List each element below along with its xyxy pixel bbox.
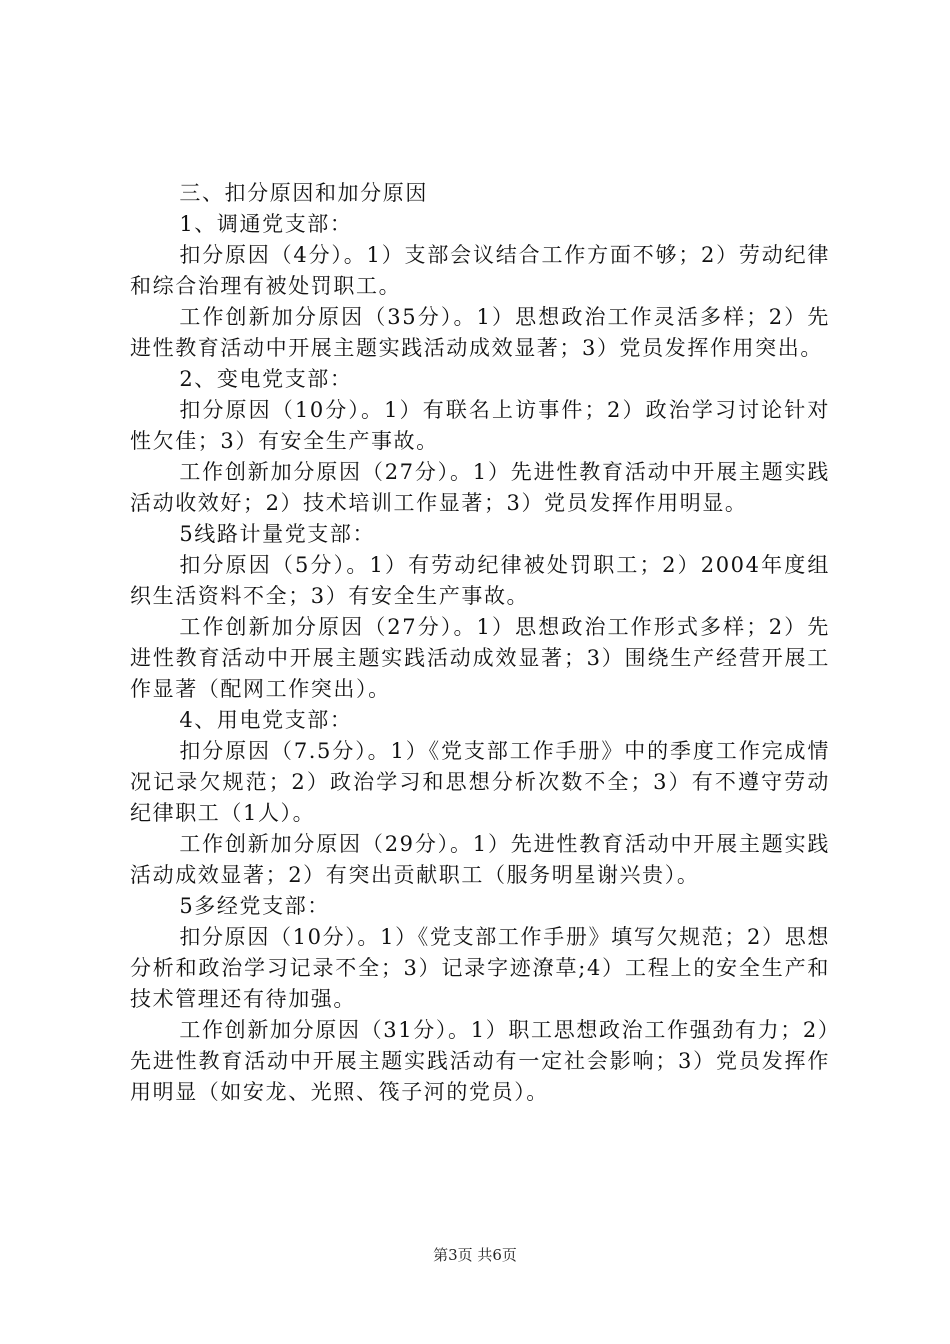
document-body: [130, 178, 830, 1108]
section-title: 三、扣分原因和加分原因: [179, 181, 428, 205]
bonus-reason: 工作创新加分原因（31分）。1）职工思想政治工作强劲有力；2）先进性教育活动中开展主题实践活动有一定社会影响；3）党员发挥作用明显（如安龙、光照、筏子河的党员）。: [130, 1018, 830, 1104]
deduction-reason: 扣分原因（10分）。1）有联名上访事件；2）政治学习讨论针对性欠佳；3）有安全生产事故。: [130, 398, 830, 453]
deduction-reason: 扣分原因（5分）。1）有劳动纪律被处罚职工；2）2004年度组织生活资料不全；3）有安全生产事故。: [130, 553, 830, 608]
deduction-reason: 扣分原因（7.5分）。1）《党支部工作手册》中的季度工作完成情况记录欠规范；2）政治学习和思想分析次数不全；3）有不遵守劳动纪律职工（1人）。: [130, 739, 830, 825]
branch-name: 1、调通党支部：: [179, 212, 353, 236]
branch-name: 5线路计量党支部：: [179, 522, 376, 546]
deduction-reason: 扣分原因（4分）。1）支部会议结合工作方面不够；2）劳动纪律和综合治理有被处罚职工。: [130, 243, 830, 298]
branch-name: 5多经党支部：: [179, 894, 330, 918]
page-footer: 第3页 共6页: [433, 1246, 517, 1264]
bonus-reason: 工作创新加分原因（35分）。1）思想政治工作灵活多样；2）先进性教育活动中开展主题实践活动成效显著；3）党员发挥作用突出。: [130, 305, 830, 360]
bonus-reason: 工作创新加分原因（27分）。1）先进性教育活动中开展主题实践活动收效好；2）技术培训工作显著；3）党员发挥作用明显。: [130, 460, 830, 515]
branch-name: 4、用电党支部：: [179, 708, 353, 732]
bonus-reason: 工作创新加分原因（27分）。1）思想政治工作形式多样；2）先进性教育活动中开展主题实践活动成效显著；3）围绕生产经营开展工作显著（配网工作突出）。: [130, 615, 830, 701]
bonus-reason: 工作创新加分原因（29分）。1）先进性教育活动中开展主题实践活动成效显著；2）有突出贡献职工（服务明星谢兴贵）。: [130, 832, 830, 887]
deduction-reason: 扣分原因（10分）。1）《党支部工作手册》填写欠规范；2）思想分析和政治学习记录不全；3）记录字迹潦草;4）工程上的安全生产和技术管理还有待加强。: [130, 925, 830, 1011]
branch-name: 2、变电党支部：: [179, 367, 353, 391]
